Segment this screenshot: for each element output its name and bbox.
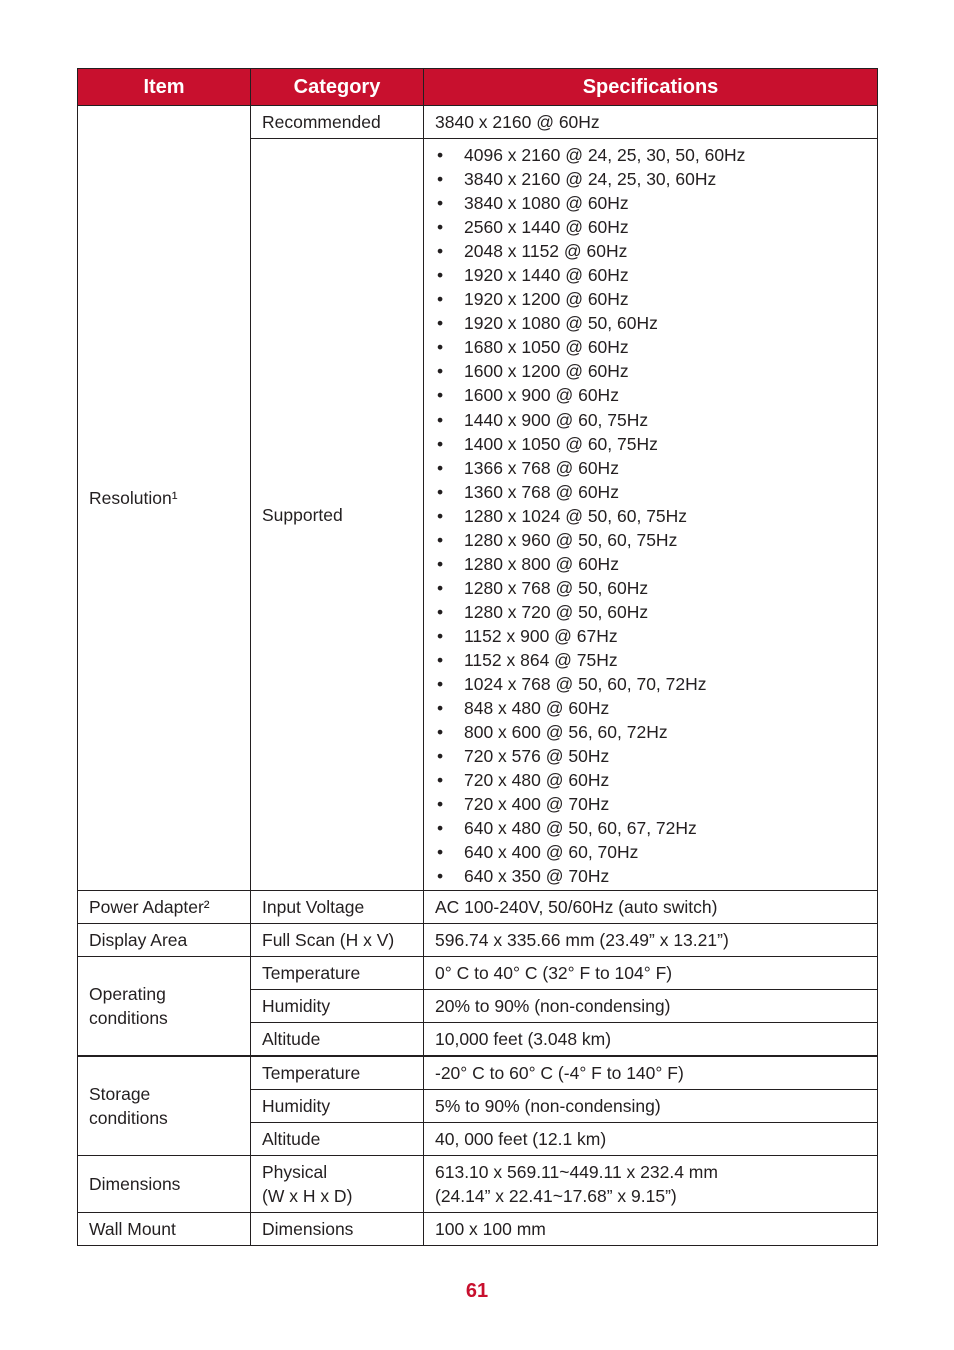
list-item: • 1280 x 960 @ 50, 60, 75Hz xyxy=(435,528,866,552)
item-wall-mount: Wall Mount xyxy=(78,1213,251,1246)
category-operating-altitude: Altitude xyxy=(251,1023,424,1057)
list-item: • 1360 x 768 @ 60Hz xyxy=(435,480,866,504)
item-power-adapter: Power Adapter² xyxy=(78,891,251,924)
item-storage-conditions: Storage conditions xyxy=(78,1056,251,1156)
page-number: 61 xyxy=(465,1280,489,1302)
table-row xyxy=(78,1213,878,1246)
list-item: • 1600 x 900 @ 60Hz xyxy=(435,383,866,407)
table-row xyxy=(78,1056,878,1090)
list-item: • 720 x 400 @ 70Hz xyxy=(435,792,866,816)
item-dimensions: Dimensions xyxy=(78,1156,251,1213)
category-storage-altitude: Altitude xyxy=(251,1123,424,1156)
supported-resolution-list xyxy=(435,143,866,888)
category-physical: Physical (W x H x D) xyxy=(251,1156,424,1213)
list-item: • 640 x 480 @ 50, 60, 67, 72Hz xyxy=(435,816,866,840)
table-header-row xyxy=(78,69,878,106)
list-item: • 1600 x 1200 @ 60Hz xyxy=(435,359,866,383)
value-recommended: 3840 x 2160 @ 60Hz xyxy=(424,106,878,139)
list-item: • 1920 x 1080 @ 50, 60Hz xyxy=(435,311,866,335)
table-row xyxy=(78,957,878,990)
list-item: • 720 x 480 @ 60Hz xyxy=(435,768,866,792)
category-input-voltage: Input Voltage xyxy=(251,891,424,924)
category-operating-temperature: Temperature xyxy=(251,957,424,990)
category-storage-temperature: Temperature xyxy=(251,1056,424,1090)
list-item: • 1280 x 1024 @ 50, 60, 75Hz xyxy=(435,504,866,528)
list-item: • 1152 x 864 @ 75Hz xyxy=(435,648,866,672)
value-physical: 613.10 x 569.11~449.11 x 232.4 mm (24.14” x 22.41~17.68” x 9.15”) xyxy=(424,1156,878,1213)
list-item: • 1680 x 1050 @ 60Hz xyxy=(435,335,866,359)
item-operating-conditions: Operating conditions xyxy=(78,957,251,1057)
category-full-scan: Full Scan (H x V) xyxy=(251,924,424,957)
list-item: • 1366 x 768 @ 60Hz xyxy=(435,456,866,480)
value-wall-mount-dimensions: 100 x 100 mm xyxy=(424,1213,878,1246)
value-input-voltage: AC 100-240V, 50/60Hz (auto switch) xyxy=(424,891,878,924)
list-item: • 1440 x 900 @ 60, 75Hz xyxy=(435,408,866,432)
value-operating-temperature: 0° C to 40° C (32° F to 104° F) xyxy=(424,957,878,990)
table-row xyxy=(78,1156,878,1213)
header-specifications: Specifications xyxy=(424,69,878,106)
value-operating-altitude: 10,000 feet (3.048 km) xyxy=(424,1023,878,1057)
list-item: • 1152 x 900 @ 67Hz xyxy=(435,624,866,648)
list-item: • 1920 x 1200 @ 60Hz xyxy=(435,287,866,311)
list-item: • 3840 x 1080 @ 60Hz xyxy=(435,191,866,215)
table-row xyxy=(78,924,878,957)
value-full-scan: 596.74 x 335.66 mm (23.49” x 13.21”) xyxy=(424,924,878,957)
header-category: Category xyxy=(251,69,424,106)
category-operating-humidity: Humidity xyxy=(251,990,424,1023)
category-wall-mount-dimensions: Dimensions xyxy=(251,1213,424,1246)
list-item: • 2560 x 1440 @ 60Hz xyxy=(435,215,866,239)
list-item: • 1280 x 720 @ 50, 60Hz xyxy=(435,600,866,624)
item-resolution: Resolution¹ xyxy=(78,106,251,891)
list-item: • 800 x 600 @ 56, 60, 72Hz xyxy=(435,720,866,744)
list-item: • 1400 x 1050 @ 60, 75Hz xyxy=(435,432,866,456)
category-supported: Supported xyxy=(251,139,424,891)
list-item: • 640 x 400 @ 60, 70Hz xyxy=(435,840,866,864)
list-item: • 720 x 576 @ 50Hz xyxy=(435,744,866,768)
list-item: • 1280 x 768 @ 50, 60Hz xyxy=(435,576,866,600)
value-supported xyxy=(424,139,878,891)
list-item: • 4096 x 2160 @ 24, 25, 30, 50, 60Hz xyxy=(435,143,866,167)
list-item: • 1920 x 1440 @ 60Hz xyxy=(435,263,866,287)
table-row xyxy=(78,891,878,924)
header-item: Item xyxy=(78,69,251,106)
category-storage-humidity: Humidity xyxy=(251,1090,424,1123)
value-operating-humidity: 20% to 90% (non-condensing) xyxy=(424,990,878,1023)
list-item: • 3840 x 2160 @ 24, 25, 30, 60Hz xyxy=(435,167,866,191)
list-item: • 1024 x 768 @ 50, 60, 70, 72Hz xyxy=(435,672,866,696)
list-item: • 640 x 350 @ 70Hz xyxy=(435,864,866,888)
value-storage-humidity: 5% to 90% (non-condensing) xyxy=(424,1090,878,1123)
item-display-area: Display Area xyxy=(78,924,251,957)
table-row xyxy=(78,106,878,139)
category-recommended: Recommended xyxy=(251,106,424,139)
value-storage-altitude: 40, 000 feet (12.1 km) xyxy=(424,1123,878,1156)
specifications-table xyxy=(77,68,878,1246)
list-item: • 1280 x 800 @ 60Hz xyxy=(435,552,866,576)
list-item: • 848 x 480 @ 60Hz xyxy=(435,696,866,720)
list-item: • 2048 x 1152 @ 60Hz xyxy=(435,239,866,263)
value-storage-temperature: -20° C to 60° C (-4° F to 140° F) xyxy=(424,1056,878,1090)
